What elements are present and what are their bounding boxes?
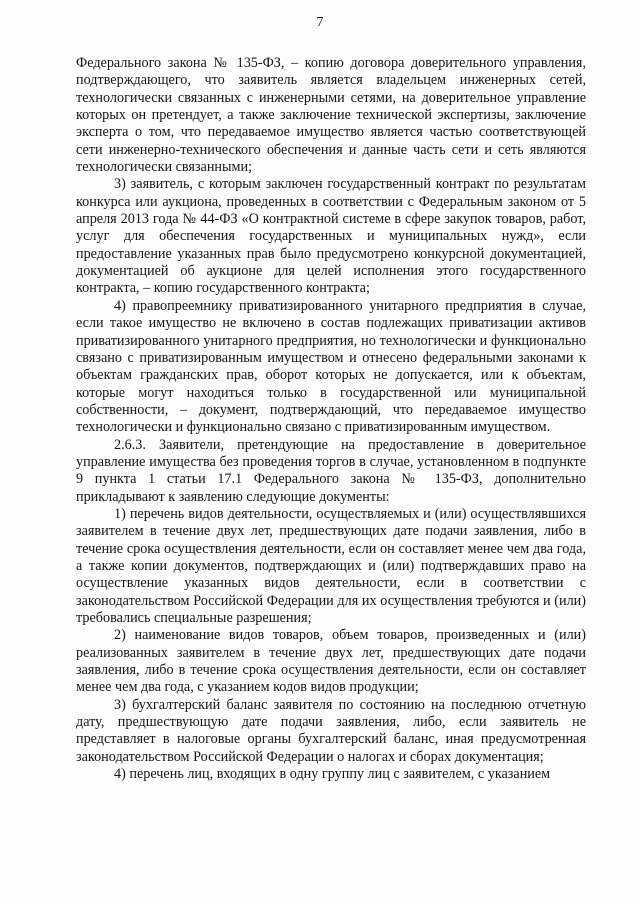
paragraph-continuation: Федерального закона № 135-ФЗ, – копию договора доверительного управления, подтверждающего, что заявитель является владельцем инженерных сетей, технологически связанных с инженерными сетями, на доверительное управление которых он претендует, а также заключение технической экспертизы, заключение эксперта о том, что передаваемое имущество является частью соответствующей сети инженерно-технического обеспечения и данные часть сети и сеть являются технологически связанными; xyxy=(76,55,586,176)
page-number: 7 xyxy=(316,15,324,30)
paragraph-list-item-4: 4) перечень лиц, входящих в одну группу лиц с заявителем, с указанием xyxy=(114,766,551,783)
paragraph-list-item-3: 3) бухгалтерский баланс заявителя по состоянию на последнюю отчетную дату, предшествующую дате подачи заявления, либо, если заявитель не представляет в налоговые органы бухгалтерский баланс, иная предусмотренная законодательством Российской Федерации о налогах и сборах документация; xyxy=(76,696,586,765)
document-body xyxy=(76,55,586,783)
paragraph-item-4: 4) правопреемнику приватизированного унитарного предприятия в случае, если такое имущество не включено в состав подлежащих приватизации активов приватизированного унитарного предприятия, но технологически и функционально связано с приватизированным имуществом и отнесено федеральными законами к объектам гражданских прав, оборот которых не допускается, или к объектам, которые могут находиться только в государственной или муниципальной собственности, – документ, подтверждающий, что передаваемое имущество технологически и функционально связано с приватизированным имуществом. xyxy=(76,297,586,436)
paragraph-item-3: 3) заявитель, с которым заключен государственный контракт по результатам конкурса или аукциона, проведенных в соответствии с Федеральным законом от 5 апреля 2013 года № 44-ФЗ «О контрактной системе в сфере закупок товаров, работ, услуг для обеспечения государственных и муниципальных нужд», если предоставление указанных прав было предусмотрено конкурсной документацией, документацией об аукционе для целей исполнения этого государственного контракта, – копию государственного контракта; xyxy=(76,176,586,297)
paragraph-list-item-2: 2) наименование видов товаров, объем товаров, произведенных и (или) реализованных заявителем в течение двух лет, предшествующих дате подачи заявления, либо в течение срока осуществления деятельности, если он составляет менее чем два года, с указанием кодов видов продукции; xyxy=(76,627,586,696)
paragraph-section-2-6-3: 2.6.3. Заявители, претендующие на предоставление в доверительное управление имущества без проведения торгов в случае, установленном в подпункте 9 пункта 1 статьи 17.1 Федерального закона № 135-ФЗ, дополнительно прикладывают к заявлению следующие документы: xyxy=(76,436,586,505)
paragraph-list-item-1: 1) перечень видов деятельности, осуществляемых и (или) осуществлявшихся заявителем в течение двух лет, предшествующих дате подачи заявления, либо в течение срока осуществления деятельности, если он составляет менее чем два года, а также копии документов, подтверждающих и (или) подтверждавших право на осуществление указанных видов деятельности, если в соответствии с законодательством Российской Федерации для их осуществления требуются и (или) требовались специальные разрешения; xyxy=(76,505,586,626)
